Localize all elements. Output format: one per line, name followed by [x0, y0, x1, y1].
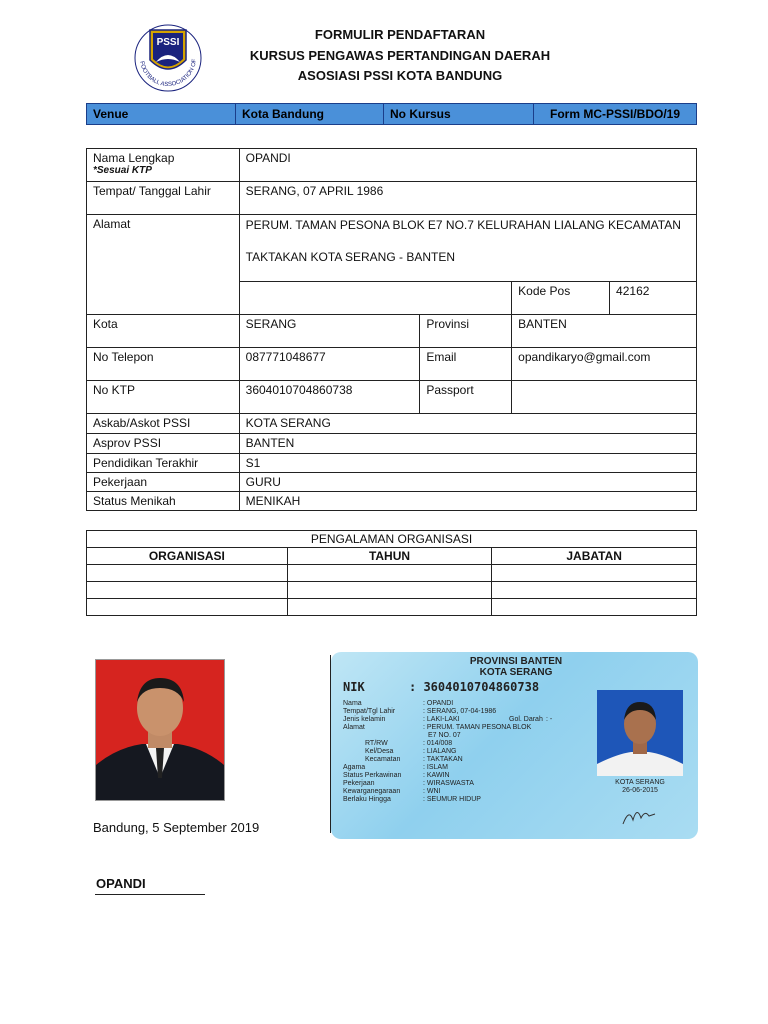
portrait-photo [95, 659, 225, 801]
table-row [87, 565, 697, 582]
ktp-agama-label: Agama [343, 764, 366, 771]
place-date: Bandung, 5 September 2019 [93, 820, 260, 835]
kota-value: SERANG [239, 315, 420, 348]
alamat-line1: PERUM. TAMAN PESONA BLOK E7 NO.7 KELURAHAN LIALANG KECAMATAN [245, 218, 681, 232]
ktp-prov: PROVINSI BANTEN [469, 656, 563, 667]
status-value: MENIKAH [239, 492, 696, 511]
form-code: Form MC-PSSI/BDO/19 [534, 104, 697, 125]
asprov-value: BANTEN [239, 434, 696, 454]
passport-label: Passport [420, 381, 512, 414]
ktp-ttl-value: : SERANG, 07-04-1986 [423, 708, 497, 715]
ktp-nik-value: : 3604010704860738 [409, 680, 540, 694]
table-row [87, 599, 697, 616]
tahun-col: TAHUN [287, 548, 492, 565]
status-label: Status Menikah [87, 492, 240, 511]
ktp-kec-value: : TAKTAKAN [423, 756, 463, 763]
ktp-gol-value: : - [546, 716, 553, 723]
ktp-value: 3604010704860738 [239, 381, 420, 414]
ktp-kerja-value: : WIRASWASTA [423, 780, 474, 787]
provinsi-value: BANTEN [512, 315, 697, 348]
alamat-line2: TAKTAKAN KOTA SERANG - BANTEN [245, 250, 456, 264]
ktp-kerja-label: Pekerjaan [343, 780, 375, 787]
kota-label: Kota [87, 315, 240, 348]
nama-note: *Sesuai KTP [93, 165, 152, 176]
pendidikan-label: Pendidikan Terakhir [87, 454, 240, 473]
ktp-nama-label: Nama [343, 700, 362, 707]
telepon-label: No Telepon [87, 348, 240, 381]
venue-bar [86, 103, 697, 125]
askab-value: KOTA SERANG [239, 414, 696, 434]
organisasi-col: ORGANISASI [87, 548, 288, 565]
telepon-value: 087771048677 [239, 348, 420, 381]
passport-value [512, 381, 697, 414]
jabatan-col: JABATAN [492, 548, 697, 565]
ktp-rtrw-label: RT/RW [365, 740, 388, 747]
ktp-gol-label: Gol. Darah [509, 716, 543, 723]
provinsi-label: Provinsi [420, 315, 512, 348]
ktp-signature [619, 802, 659, 828]
ktp-alamat-value: : PERUM. TAMAN PESONA BLOK [423, 724, 532, 731]
course-title: KURSUS PENGAWAS PERTANDINGAN DAERAH [249, 48, 551, 63]
logo-ring-text: FOOTBALL ASSOCIATION OF [138, 58, 199, 89]
organisasi-title: PENGALAMAN ORGANISASI [87, 531, 697, 548]
ktp-rtrw-value: : 014/008 [423, 740, 453, 747]
association-title: ASOSIASI PSSI KOTA BANDUNG [297, 68, 503, 83]
ktp-jk-label: Jenis kelamin [343, 716, 386, 723]
alamat-value [239, 215, 696, 282]
venue-label: Venue [87, 104, 236, 125]
ktp-label: No KTP [87, 381, 240, 414]
alamat-blank [239, 282, 512, 315]
ktp-kec-label: Kecamatan [365, 756, 401, 763]
pendidikan-value: S1 [239, 454, 696, 473]
asprov-label: Asprov PSSI [87, 434, 240, 454]
organisasi-table [86, 530, 697, 616]
ktp-berlaku-label: Berlaku Hingga [343, 796, 391, 803]
signature-line [95, 894, 205, 895]
kodepos-value: 42162 [610, 282, 697, 315]
table-row [87, 582, 697, 599]
email-label: Email [420, 348, 512, 381]
ktp-agama-value: : ISLAM [423, 764, 448, 771]
ktp-kawin-label: Status Perkawinan [343, 772, 402, 779]
ktp-issue-date: 26-06-2015 [622, 787, 658, 794]
ktp-kel-label: Kel/Desa [365, 748, 394, 755]
ktp-wn-label: Kewarganegaraan [343, 788, 401, 795]
ktp-nama-value: : OPANDI [423, 700, 454, 707]
kodepos-label: Kode Pos [512, 282, 610, 315]
ktp-card [331, 652, 698, 839]
registration-form [86, 148, 697, 511]
ktp-photo [597, 690, 683, 776]
ttl-value: SERANG, 07 APRIL 1986 [239, 182, 696, 215]
divider-line [330, 655, 331, 833]
email-value: opandikaryo@gmail.com [512, 348, 697, 381]
pssi-logo [128, 22, 208, 98]
logo-text: PSSI [156, 37, 180, 48]
alamat-label: Alamat [87, 215, 240, 315]
kursus-label: No Kursus [384, 104, 534, 125]
form-title: FORMULIR PENDAFTARAN [314, 27, 486, 42]
askab-label: Askab/Askot PSSI [87, 414, 240, 434]
ktp-ttl-label: Tempat/Tgl Lahir [343, 708, 396, 715]
ktp-alamat-label: Alamat [343, 724, 365, 731]
nama-label: Nama Lengkap [93, 151, 175, 165]
nama-label-cell [87, 149, 240, 182]
nama-value: OPANDI [239, 149, 696, 182]
ktp-nik-label: NIK [343, 680, 365, 694]
venue-value: Kota Bandung [236, 104, 384, 125]
ktp-kel-value: : LIALANG [423, 748, 457, 755]
ktp-jk-value: : LAKI-LAKI [423, 716, 460, 723]
ktp-issue-place: KOTA SERANG [615, 779, 665, 786]
ktp-labels [343, 700, 423, 804]
ktp-wn-value: : WNI [423, 788, 441, 795]
ktp-alamat-value2: E7 NO. 07 [428, 732, 461, 739]
ktp-kota: KOTA SERANG [479, 667, 553, 678]
pekerjaan-value: GURU [239, 473, 696, 492]
pekerjaan-label: Pekerjaan [87, 473, 240, 492]
ktp-berlaku-value: : SEUMUR HIDUP [423, 796, 481, 803]
signer-name: OPANDI [96, 876, 146, 891]
ktp-kawin-value: : KAWIN [423, 772, 450, 779]
ttl-label: Tempat/ Tanggal Lahir [87, 182, 240, 215]
